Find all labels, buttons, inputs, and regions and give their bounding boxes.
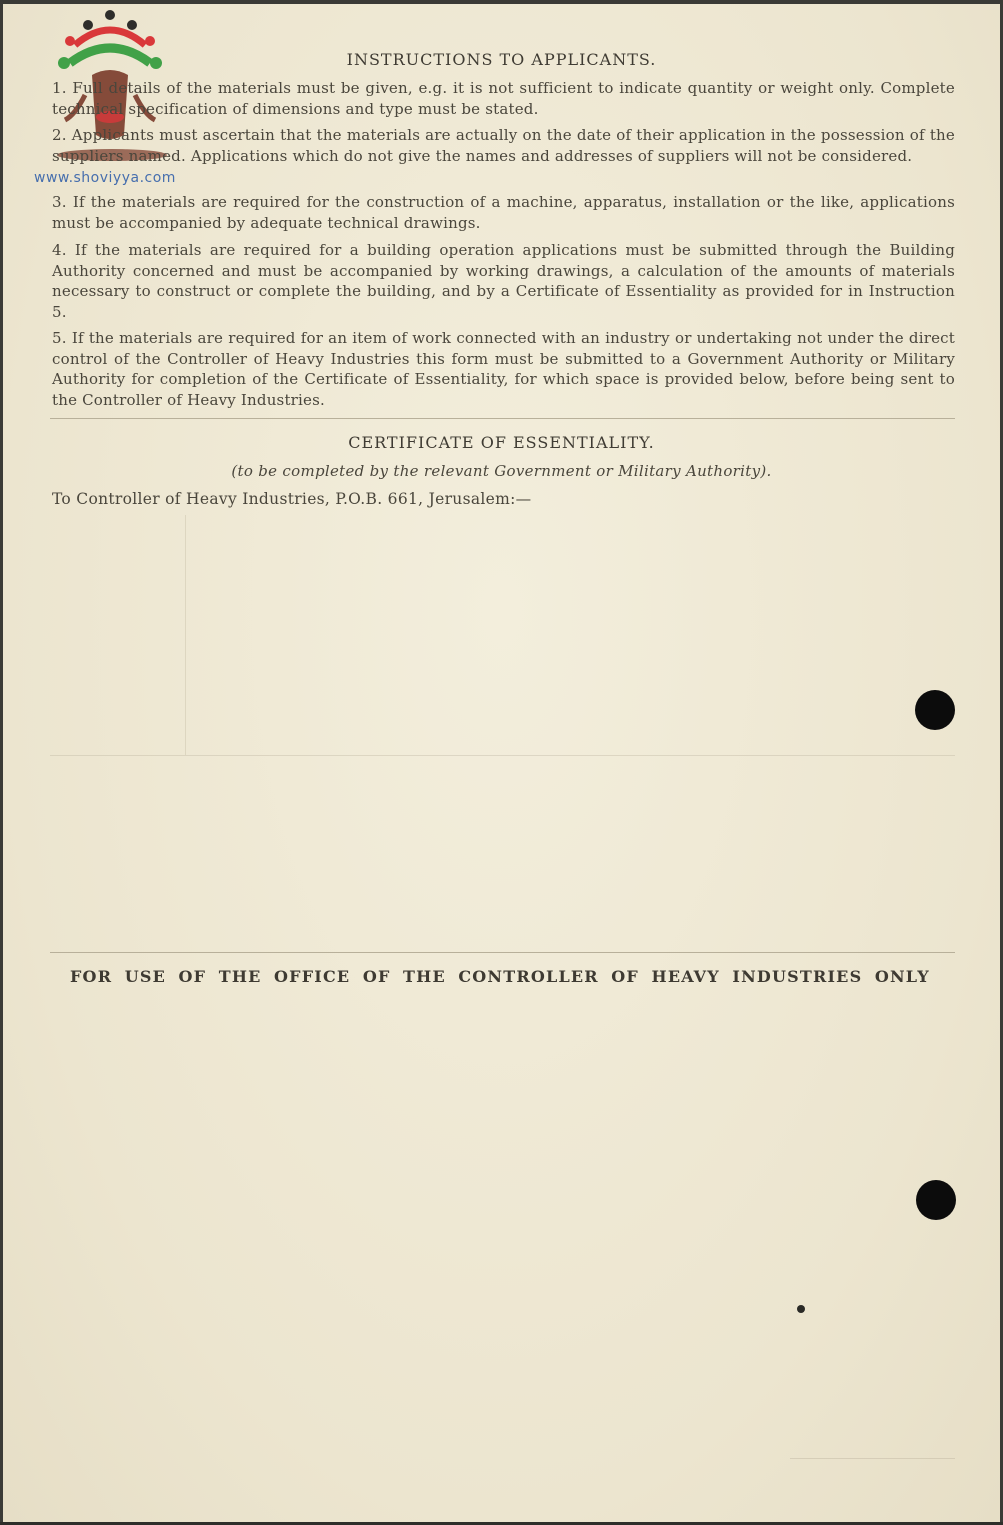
instructions-title: INSTRUCTIONS TO APPLICANTS. <box>346 50 657 69</box>
office-use-word: USE <box>124 967 167 986</box>
office-use-heading <box>70 967 930 986</box>
scan-edge-top <box>0 0 1003 4</box>
certificate-addressee: To Controller of Heavy Industries, P.O.B. 661, Jerusalem:— <box>52 490 532 508</box>
office-use-word: OF <box>611 967 639 986</box>
scan-edge-left <box>0 0 3 1525</box>
office-use-word: OF <box>178 967 207 986</box>
office-use-word: THE <box>218 967 262 986</box>
ink-speck <box>797 1305 805 1313</box>
divider-rule <box>50 952 955 953</box>
office-use-word: OF <box>362 967 391 986</box>
certificate-subtitle: (to be completed by the relevant Government or Military Authority). <box>231 462 772 480</box>
faint-divider <box>50 755 955 756</box>
office-use-word: HEAVY <box>651 967 720 986</box>
office-use-word: THE <box>403 967 446 986</box>
punch-hole <box>916 1180 956 1220</box>
faint-mark <box>790 1458 955 1459</box>
office-use-word: INDUSTRIES <box>732 967 863 986</box>
instruction-item-2: 2. Applicants must ascertain that the materials are actually on the date of their application in the possession of the suppliers named. Applications which do not give the names and addresses of suppliers will not be considered. <box>52 126 955 165</box>
certificate-blank-area <box>185 515 956 755</box>
office-use-word: FOR <box>70 967 113 986</box>
instruction-item-5: 5. If the materials are required for an item of work connected with an industry or undertaking not under the direct control of the Controller of Heavy Industries this form must be submitted to a Government Authority or Military Authority for completion of the Certificate of Essentiality, for which space is provided below, before being sent to the Controller of Heavy Industries. <box>52 329 955 409</box>
watermark-site-url: www.shoviyya.com <box>34 170 176 186</box>
certificate-title: CERTIFICATE OF ESSENTIALITY. <box>348 433 655 452</box>
instruction-item-4: 4. If the materials are required for a building operation applications must be submitted through the Building Authority concerned and must be accompanied by working drawings, a calculation of the amounts of materials necessary to construct or complete the building, and by a Certificate of Essentiality as provided for in Instruction 5. <box>52 241 955 321</box>
instruction-item-1: 1. Full details of the materials must be given, e.g. it is not sufficient to indicate quantity or weight only. Complete technical specification of dimensions and type must be stated. <box>52 79 955 118</box>
office-use-word: CONTROLLER <box>458 967 599 986</box>
punch-hole <box>915 690 955 730</box>
instruction-item-3: 3. If the materials are required for the construction of a machine, apparatus, installation or the like, applications must be accompanied by adequate technical drawings. <box>52 193 955 232</box>
office-use-word: ONLY <box>874 967 930 986</box>
office-use-word: OFFICE <box>274 967 351 986</box>
divider-rule <box>50 418 955 419</box>
